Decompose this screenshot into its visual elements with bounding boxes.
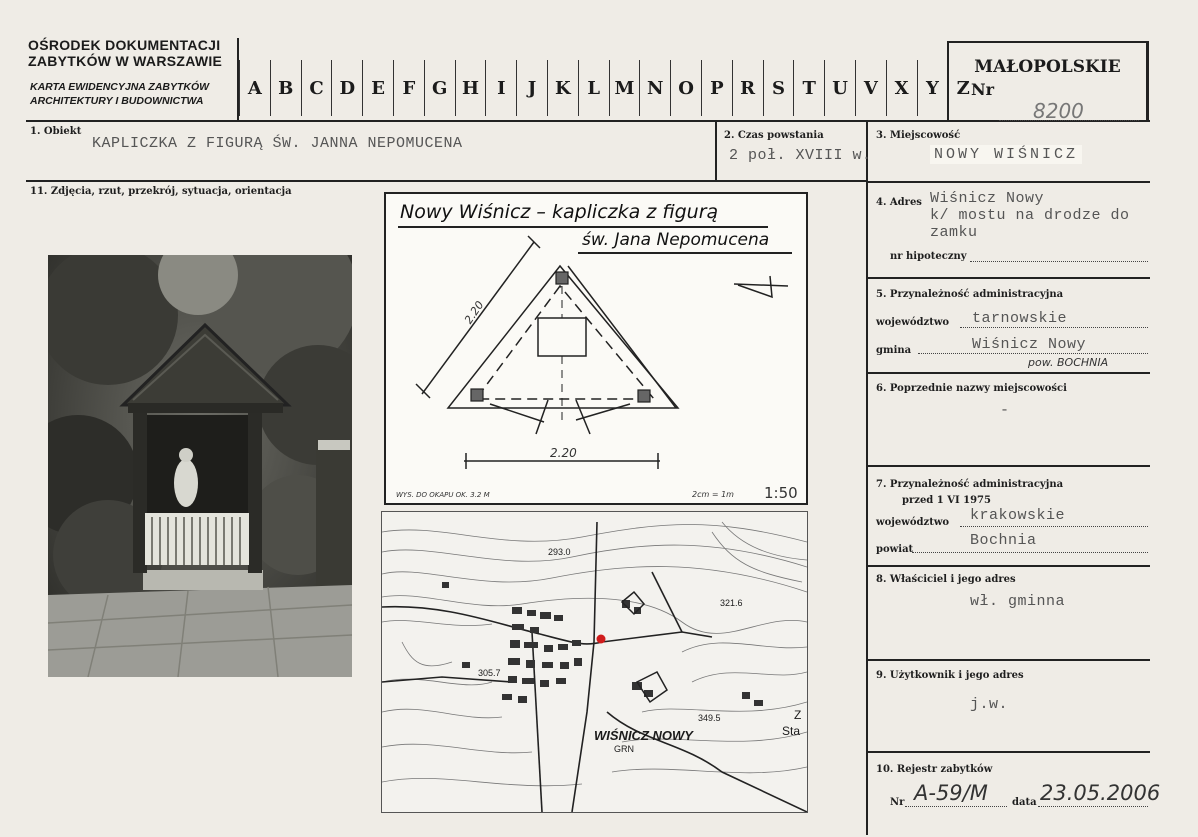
alphabet-letter-y: Y bbox=[917, 60, 948, 116]
county-note: pow. BOCHNIA bbox=[1028, 356, 1109, 369]
card-line-1: KARTA EWIDENCYJNA ZABYTKÓW bbox=[30, 81, 210, 93]
region-name: MAŁOPOLSKIE bbox=[974, 57, 1121, 77]
plan-title-1: Nowy Wiśnicz – kapliczka z figurą bbox=[400, 201, 719, 223]
district-value: Bochnia bbox=[970, 532, 1037, 549]
registry-nr-label: Nr bbox=[890, 797, 905, 808]
alphabet-letter-j: J bbox=[516, 60, 547, 116]
alphabet-letter-i: I bbox=[485, 60, 516, 116]
owner-label: 8. Właściciel i jego adres bbox=[876, 574, 1016, 585]
alphabet-letter-n: N bbox=[639, 60, 670, 116]
nr-dotline bbox=[999, 120, 1139, 121]
r5-bottom bbox=[866, 372, 1150, 374]
alphabet-letter-k: K bbox=[547, 60, 578, 116]
alphabet-letter-t: T bbox=[793, 60, 824, 116]
shrine-location-marker bbox=[597, 635, 606, 644]
alphabet-letter-x: X bbox=[886, 60, 917, 116]
map-grn-label: GRN bbox=[614, 744, 634, 754]
owner-value: wł. gminna bbox=[970, 593, 1066, 610]
address-line-2: k/ mostu na drodze do bbox=[930, 207, 1130, 224]
registry-nr-value: A-59/M bbox=[914, 781, 988, 805]
plan-title-2: św. Jana Nepomucena bbox=[582, 230, 770, 250]
map-height-3: 305.7 bbox=[478, 668, 501, 678]
photos-label: 11. Zdjęcia, rzut, przekrój, sytuacja, orientacja bbox=[30, 186, 292, 197]
object-label: 1. Obiekt bbox=[30, 126, 82, 137]
alphabet-letter-f: F bbox=[393, 60, 424, 116]
commune-value: Wiśnicz Nowy bbox=[972, 336, 1087, 353]
alphabet-letter-o: O bbox=[670, 60, 701, 116]
plan-drawing bbox=[384, 192, 808, 505]
alphabet-letter-h: H bbox=[455, 60, 486, 116]
plan-scale-note: 2cm = 1m bbox=[692, 490, 734, 499]
alphabet-letter-m: M bbox=[609, 60, 640, 116]
alphabet-letter-d: D bbox=[331, 60, 362, 116]
user-value: j.w. bbox=[970, 696, 1009, 713]
alphabet-letter-v: V bbox=[855, 60, 886, 116]
alphabet-letter-g: G bbox=[424, 60, 455, 116]
card-line-2: ARCHITEKTURY I BUDOWNICTWA bbox=[30, 95, 204, 107]
commune-label: gmina bbox=[876, 345, 912, 356]
registry-date-label: data bbox=[1012, 797, 1037, 808]
r3-bottom bbox=[866, 181, 1150, 183]
alphabet-letter-c: C bbox=[301, 60, 332, 116]
alphabet-index bbox=[239, 60, 978, 116]
r8-bottom bbox=[866, 659, 1150, 661]
right-column-divider bbox=[866, 120, 868, 835]
district-label: powiat bbox=[876, 544, 914, 555]
map-height-4: 349.5 bbox=[698, 713, 721, 723]
shrine-photo bbox=[48, 255, 352, 677]
prev-names-value: - bbox=[1000, 402, 1010, 419]
alphabet-letter-a: A bbox=[239, 60, 270, 116]
voivodeship1975-value: krakowskie bbox=[970, 507, 1066, 524]
alphabet-letter-z: Z bbox=[947, 60, 978, 116]
r7-bottom bbox=[866, 565, 1150, 567]
voivodeship-dotline bbox=[960, 327, 1148, 328]
admin1975-label-1: 7. Przynależność administracyjna bbox=[876, 479, 1064, 490]
voivodeship1975-dotline bbox=[960, 526, 1148, 527]
plan-eaves-note: WYS. DO OKAPU OK. 3.2 M bbox=[396, 491, 490, 499]
address-label: 4. Adres bbox=[876, 197, 922, 208]
district-dotline bbox=[912, 552, 1148, 553]
object-value: KAPLICZKA Z FIGURĄ ŚW. JANNA NEPOMUCENA bbox=[92, 135, 463, 152]
map-town-label: WIŚNICZ NOWY bbox=[594, 728, 693, 743]
r4-bottom bbox=[866, 277, 1150, 279]
alphabet-letter-u: U bbox=[824, 60, 855, 116]
voivodeship-label: województwo bbox=[876, 317, 950, 328]
admin-label: 5. Przynależność administracyjna bbox=[876, 289, 1064, 300]
alphabet-letter-b: B bbox=[270, 60, 301, 116]
address-line-3: zamku bbox=[930, 224, 978, 241]
alphabet-letter-r: R bbox=[732, 60, 763, 116]
org-line-1: OŚRODEK DOKUMENTACJI bbox=[28, 37, 221, 53]
commune-dotline bbox=[918, 353, 1148, 354]
map-edge-label-1: Z bbox=[794, 708, 802, 722]
admin1975-label-2: przed 1 VI 1975 bbox=[902, 495, 991, 506]
org-line-2: ZABYTKÓW W WARSZAWIE bbox=[28, 53, 223, 69]
obj-date-divider bbox=[715, 120, 717, 182]
plan-dim-side: 2.20 bbox=[462, 298, 487, 327]
nr-label: Nr bbox=[971, 80, 995, 99]
alphabet-letter-s: S bbox=[763, 60, 794, 116]
r9-bottom bbox=[866, 751, 1150, 753]
nr-value: 8200 bbox=[1033, 99, 1084, 123]
address-line-1: Wiśnicz Nowy bbox=[930, 190, 1045, 207]
map-height-2: 321.6 bbox=[720, 598, 743, 608]
map-height-1: 293.0 bbox=[548, 547, 571, 557]
card-title bbox=[30, 80, 209, 108]
region-box bbox=[947, 41, 1149, 121]
alphabet-letter-l: L bbox=[578, 60, 609, 116]
date-label: 2. Czas powstania bbox=[724, 130, 824, 141]
location-map bbox=[381, 511, 808, 813]
alphabet-letter-e: E bbox=[362, 60, 393, 116]
plan-dim-bottom: 2.20 bbox=[550, 446, 577, 460]
place-value: NOWY WIŚNICZ bbox=[930, 145, 1082, 164]
org-name bbox=[28, 37, 222, 69]
voivodeship1975-label: województwo bbox=[876, 517, 950, 528]
registry-label: 10. Rejestr zabytków bbox=[876, 764, 993, 775]
place-label: 3. Miejscowość bbox=[876, 130, 961, 141]
prev-names-label: 6. Poprzednie nazwy miejscowości bbox=[876, 383, 1067, 394]
mortgage-label: nr hipoteczny bbox=[890, 251, 967, 262]
registry-date-value: 23.05.2006 bbox=[1040, 781, 1161, 805]
r6-bottom bbox=[866, 465, 1150, 467]
date-value: 2 poł. XVIII w. bbox=[729, 147, 872, 164]
mortgage-dotline bbox=[970, 261, 1148, 262]
plan-scale: 1:50 bbox=[764, 484, 798, 502]
registry-nr-dotline bbox=[905, 806, 1007, 807]
alphabet-letter-p: P bbox=[701, 60, 732, 116]
plan-graphic bbox=[386, 194, 806, 503]
registry-date-dotline bbox=[1038, 806, 1148, 807]
voivodeship-value: tarnowskie bbox=[972, 310, 1068, 327]
user-label: 9. Użytkownik i jego adres bbox=[876, 670, 1024, 681]
map-edge-label-2: Sta bbox=[782, 724, 801, 738]
row1-bottom-rule bbox=[26, 180, 866, 182]
